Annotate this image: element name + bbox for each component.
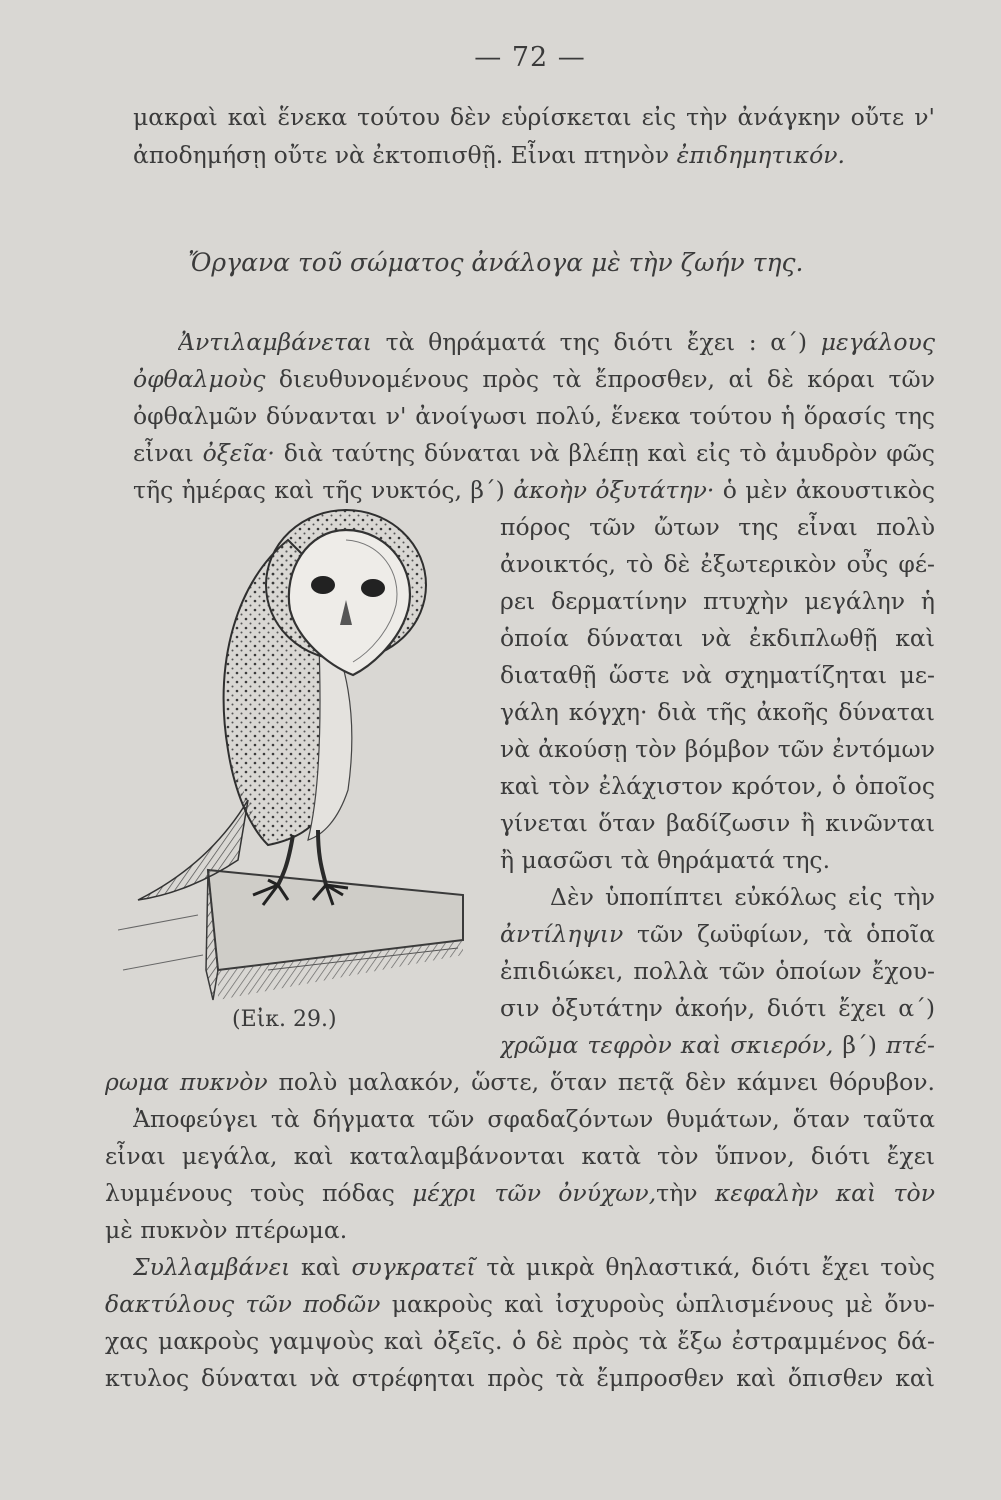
para2-narrow-line-4: σιν ὀξυτάτην ἀκοήν, διότι ἔχει α΄)	[500, 994, 935, 1022]
para1-narrow-line-7: νὰ ἀκούσῃ τὸν βόμβον τῶν ἐντόμων	[500, 735, 935, 763]
intro-line-1: μακραὶ καὶ ἕνεκα τούτου δὲν εὑρίσκεται εἰς τὴν ἀνάγκην οὔτε ν'	[133, 103, 935, 131]
para1-line-4: εἶναι ὀξεῖα· διὰ ταύτης δύναται νὰ βλέπῃ καὶ εἰς τὸ ἀμυδρὸν φῶς	[133, 439, 935, 467]
para2-narrow-line-2: ἀντίληψιν τῶν ζωϋφίων, τὰ ὁποῖα	[500, 920, 935, 948]
para2-narrow-line-5: χρῶμα τεφρὸν καὶ σκιερόν, β΄) πτέ-	[500, 1031, 935, 1059]
para1-narrow-line-4: ὁποία δύναται νὰ ἐκδιπλωθῇ καὶ	[500, 624, 935, 652]
intro-line-2: ἀποδημήσῃ οὔτε νὰ ἐκτοπισθῇ. Εἶναι πτηνὸν ἐπιδημητικόν.	[133, 141, 845, 169]
para3-line-1: Ἀποφεύγει τὰ δήγματα τῶν σφαδαζόντων θυμάτων, ὅταν ταῦτα	[133, 1105, 935, 1133]
para2-narrow-line-3: ἐπιδιώκει, πολλὰ τῶν ὁποίων ἔχου-	[500, 957, 935, 985]
para1-narrow-line-3: ρει δερματίνην πτυχὴν μεγάλην ἡ	[500, 587, 935, 615]
para1-line-5: τῆς ἡμέρας καὶ τῆς νυκτός, β΄) ἀκοὴν ὀξυτάτην· ὁ μὲν ἀκουστικὸς	[133, 476, 935, 504]
para3-line-2: εἶναι μεγάλα, καὶ καταλαμβάνονται κατὰ τὸν ὕπνον, διότι ἔχει	[105, 1142, 935, 1170]
para3-line-4: μὲ πυκνὸν πτέρωμα.	[105, 1216, 348, 1244]
para1-narrow-line-8: καὶ τὸν ἐλάχιστον κρότον, ὁ ὁποῖος	[500, 772, 935, 800]
para1-narrow-line-9: γίνεται ὅταν βαδίζωσιν ἢ κινῶνται	[500, 809, 935, 837]
para2-line-final: ρωμα πυκνὸν πολὺ μαλακόν, ὥστε, ὅταν πετᾷ δὲν κάμνει θόρυβον.	[105, 1068, 935, 1096]
para1-narrow-line-6: γάλη κόγχη· διὰ τῆς ἀκοῆς δύναται	[500, 698, 935, 726]
para2-narrow-line-1: Δὲν ὑποπίπτει εὐκόλως εἰς τὴν	[550, 883, 935, 911]
section-heading: Ὄργανα τοῦ σώματος ἀνάλογα μὲ τὴν ζωήν της.	[188, 248, 804, 277]
owl-icon	[118, 500, 483, 1020]
para1-narrow-line-2: ἀνοικτός, τὸ δὲ ἐξωτερικὸν οὖς φέ-	[500, 550, 935, 578]
para1-narrow-line-1: πόρος τῶν ὤτων της εἶναι πολὺ	[500, 513, 935, 541]
para1-narrow-line-10: ἢ μασῶσι τὰ θηράματά της.	[500, 846, 831, 874]
para1-line-3: ὀφθαλμῶν δύνανται ν' ἀνοίγωσι πολύ, ἕνεκα τούτου ἡ ὅρασίς της	[133, 402, 935, 430]
para1-line-1: Ἀντιλαμβάνεται τὰ θηράματά της διότι ἔχει : α΄) μεγάλους	[178, 328, 935, 356]
para4-line-1: Συλλαμβάνει καὶ συγκρατεῖ τὰ μικρὰ θηλαστικά, διότι ἔχει τοὺς	[133, 1253, 935, 1281]
para4-line-4: κτυλος δύναται νὰ στρέφηται πρὸς τὰ ἔμπροσθεν καὶ ὄπισθεν καὶ	[105, 1364, 935, 1392]
figure-caption: (Εἰκ. 29.)	[232, 1007, 337, 1032]
owl-illustration	[118, 500, 483, 1020]
para4-line-2: δακτύλους τῶν ποδῶν μακροὺς καὶ ἰσχυροὺς ὡπλισμένους μὲ ὄνυ-	[105, 1290, 935, 1318]
para3-line-3: λυμμένους τοὺς πόδας μέχρι τῶν ὀνύχων,τὴν κεφαλὴν καὶ τὸν	[105, 1179, 935, 1207]
para1-narrow-line-5: διαταθῇ ὥστε νὰ σχηματίζηται με-	[500, 661, 935, 689]
para1-line-2: ὀφθαλμοὺς διευθυνομένους πρὸς τὰ ἔπροσθεν, αἱ δὲ κόραι τῶν	[133, 365, 935, 393]
page-number: — 72 —	[474, 42, 586, 73]
para4-line-3: χας μακροὺς γαμψοὺς καὶ ὀξεῖς. ὁ δὲ πρὸς τὰ ἔξω ἐστραμμένος δά-	[105, 1327, 935, 1355]
